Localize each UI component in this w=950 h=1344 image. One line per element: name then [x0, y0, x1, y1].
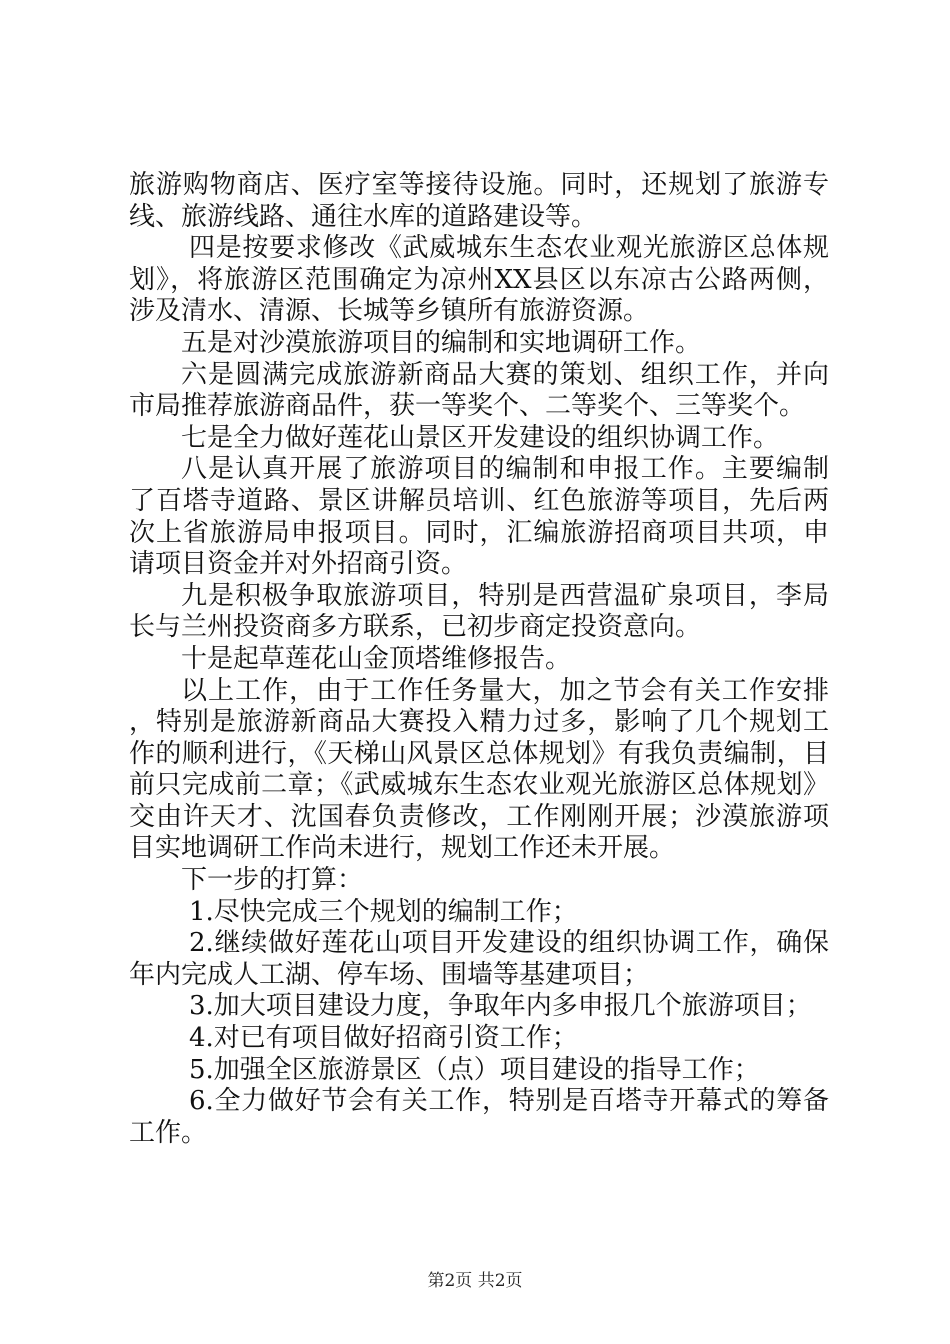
- plan-item-2: 2.继续做好莲花山项目开发建设的组织协调工作，确保年内完成人工湖、停车场、围墙等基建项目；: [129, 928, 829, 990]
- paragraph-item-6: 六是圆满完成旅游新商品大赛的策划、组织工作，并向市局推荐旅游商品件，获一等奖个、二等奖个、三等奖个。: [129, 359, 829, 422]
- plan-item-4: 4.对已有项目做好招商引资工作；: [189, 1023, 578, 1054]
- paragraph-summary: 以上工作，由于工作任务量大，加之节会有关工作安排，特别是旅游新商品大赛投入精力过多，影响了几个规划工作的顺利进行，《天梯山风景区总体规划》有我负责编制，目前只完成前二章；《武威城东生态农业观光旅游区总体规划》交由许天才、沈国春负责修改，工作刚刚开展；沙漠旅游项目实地调研工作尚未进行，规划工作还未开展。: [129, 675, 829, 864]
- plan-item-3: 3.加大项目建设力度，争取年内多申报几个旅游项目；: [189, 991, 812, 1022]
- paragraph-item-8: 八是认真开展了旅游项目的编制和申报工作。主要编制了百塔寺道路、景区讲解员培训、红色旅游等项目，先后两次上省旅游局申报项目。同时，汇编旅游招商项目共项，申请项目资金并对外招商引资。: [129, 454, 829, 580]
- paragraph-continuation: 旅游购物商店、医疗室等接待设施。同时，还规划了旅游专线、旅游线路、通往水库的道路建设等。: [129, 170, 829, 232]
- paragraph-item-4: 四是按要求修改《武威城东生态农业观光旅游区总体规划》，将旅游区范围确定为凉州XX县区以东凉古公路两侧，涉及清水、清源、长城等乡镇所有旅游资源。: [129, 233, 829, 327]
- document-body: [129, 170, 829, 1149]
- paragraph-item-9: 九是积极争取旅游项目，特别是西营温矿泉项目，李局长与兰州投资商多方联系，已初步商定投资意向。: [129, 580, 829, 643]
- plan-item-1: 1.尽快完成三个规划的编制工作；: [189, 896, 578, 927]
- paragraph-item-5: 五是对沙漠旅游项目的编制和实地调研工作。: [181, 327, 702, 358]
- paragraph-next-steps-heading: 下一步的打算：: [181, 865, 364, 896]
- paragraph-item-7: 七是全力做好莲花山景区开发建设的组织协调工作。: [181, 422, 780, 453]
- plan-item-5: 5.加强全区旅游景区（点）项目建设的指导工作；: [189, 1054, 760, 1085]
- page-number-footer: 第2页 共2页: [427, 1271, 523, 1291]
- paragraph-item-10: 十是起草莲花山金顶塔维修报告。: [181, 643, 572, 674]
- plan-item-6: 6.全力做好节会有关工作，特别是百塔寺开幕式的筹备工作。: [129, 1086, 829, 1148]
